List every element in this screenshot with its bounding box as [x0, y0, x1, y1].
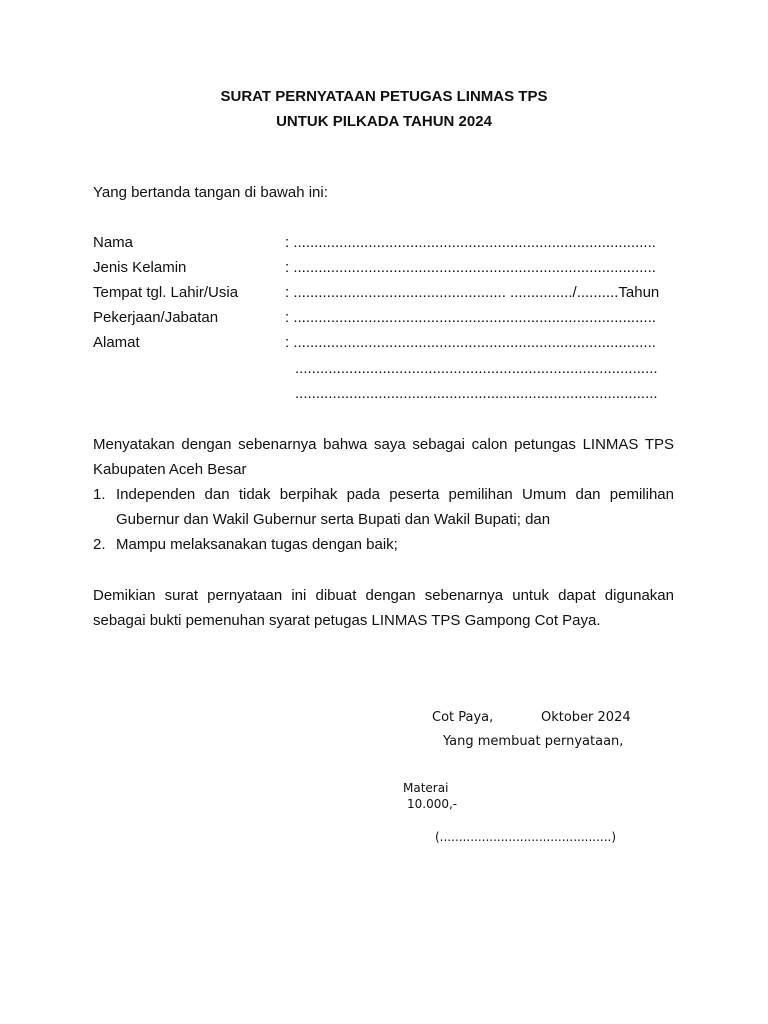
list-item — [93, 532, 674, 557]
list-number: 1. — [93, 486, 106, 503]
list-text: Independen dan tidak berpihak pada peserta pemilihan Umum dan pemilihan Gubernur dan Wakil Gubernur serta Bupati dan Wakil Bupati; dan — [116, 486, 674, 528]
address-continuation-line: ....................................................................................... — [295, 360, 658, 377]
closing-paragraph: Demikian surat pernyataan ini dibuat dengan sebenarnya untuk dapat digunakan sebagai bukti pemenuhan syarat petugas LINMAS TPS Gampong Cot Paya. — [93, 587, 674, 629]
field-value: : ................................................... .............../..........Tahun — [285, 284, 660, 301]
statement-points — [93, 482, 674, 557]
list-text: Mampu melaksanakan tugas dengan baik; — [116, 536, 398, 553]
field-label: Jenis Kelamin — [93, 259, 187, 276]
field-label: Alamat — [93, 334, 140, 351]
field-label: Tempat tgl. Lahir/Usia — [93, 284, 239, 301]
intro-text: Yang bertanda tangan di bawah ini: — [93, 184, 328, 201]
field-label: Pekerjaan/Jabatan — [93, 309, 219, 326]
stamp-amount: 10.000,- — [407, 797, 458, 811]
document-title: SURAT PERNYATAAN PETUGAS LINMAS TPS — [220, 88, 548, 105]
field-row-jenis-kelamin — [93, 259, 683, 277]
list-item — [93, 482, 674, 532]
stamp-label: Materai — [403, 781, 449, 795]
statement-paragraph: Menyatakan dengan sebenarnya bahwa saya sebagai calon petungas LINMAS TPS Kabupaten Aceh Besar — [93, 436, 674, 478]
list-number: 2. — [93, 536, 106, 553]
signature-place: Cot Paya, — [432, 710, 494, 725]
field-row-tempat-tgl-lahir — [93, 284, 683, 302]
field-value: : ....................................................................................... — [285, 334, 656, 351]
field-value: : ....................................................................................... — [285, 234, 656, 251]
field-row-pekerjaan — [93, 309, 683, 327]
document-subtitle: UNTUK PILKADA TAHUN 2024 — [276, 113, 492, 130]
signature-date: Oktober 2024 — [541, 710, 631, 725]
field-row-nama — [93, 234, 683, 252]
field-row-alamat — [93, 334, 683, 352]
field-label: Nama — [93, 234, 134, 251]
signature-maker-label: Yang membuat pernyataan, — [443, 734, 624, 749]
field-value: : ....................................................................................... — [285, 309, 656, 326]
address-continuation-line: ....................................................................................... — [295, 385, 658, 402]
signature-name-line: (.............................................) — [435, 830, 617, 844]
field-value: : ....................................................................................... — [285, 259, 656, 276]
